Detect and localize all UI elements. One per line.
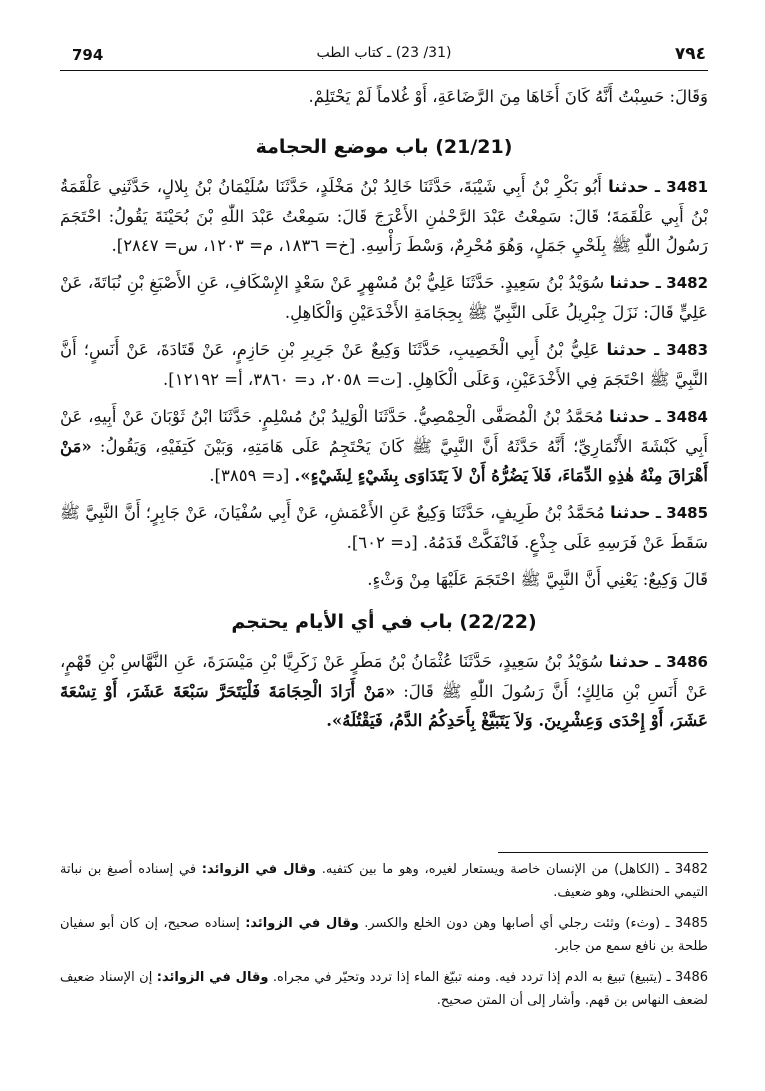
footnote-text: (الكاهل) من الإنسان خاصة ويستعار لغيره، وهو ما بين كتفيه. [321,862,660,877]
hadith-lead: حدثنا [610,503,651,522]
footnote-3486 [60,966,708,1012]
hadith-text: سُوَيْدُ بْنُ سَعِيدٍ، حَدَّثَنَا عُثْمَانُ بْنُ مَطَرٍ عَنْ زَكَرِيَّا بْنِ مَيْسَرَةَ، عَنِ النَّهَّاسِ بْنِ قَهْمٍ، عَنْ أَنَسِ بْنِ مَالِكٍ؛ أَنَّ رَسُولَ اللّٰهِ ﷺ قَالَ: [60,652,708,701]
hadith-3486 [60,647,708,735]
footnote-text: (وثء) وثئت رجلي أي أصابها وهن دون الخلع والكسر. [364,916,661,931]
hadith-3485 [60,498,708,557]
hadith-quote: «مَنْ أَرَادَ الْحِجَامَةَ فَلْيَتَحَرَّ سَبْعَةَ عَشَرَ، أَوْ تِسْعَةَ عَشَرَ، أَوْ إِحْدَى وَعِشْرِينَ. وَلاَ يَتَبَيَّغْ بِأَحَدِكُمُ الدَّمُ، فَيَقْتُلَهُ». [60,682,708,730]
hadith-text: سُوَيْدُ بْنُ سَعِيدٍ. حَدَّثَنَا عَلِيُّ بْنُ مُسْهِرٍ عَنْ سَعْدٍ الإِسْكَافِ، عَنِ الأَصْبَغِ بْنِ نُبَاتَةَ، عَنْ عَلِيٍّ قَالَ: نَزَلَ جِبْرِيلُ عَلَى النَّبِيِّ ﷺ بِحِجَامَةِ الأَخْدَعَيْنِ وَالْكَاهِلِ. [60,273,708,322]
hadith-text: أَبُو بَكْرِ بْنُ أَبِي شَيْبَةَ، حَدَّثَنَا خَالِدُ بْنُ مَخْلَدٍ، حَدَّثَنَا سُلَيْمَانُ بْنُ بِلالٍ، حَدَّثَنِي عَلْقَمَةُ بْنُ أَبِي عَلْقَمَةَ؛ قَالَ: سَمِعْتُ عَبْدَ الرَّحْمٰنِ الأَعْرَجَ قَالَ: سَمِعْتُ عَبْدَ اللّٰهِ بْنَ بُحَيْنَةَ يَقُولُ: احْتَجَمَ رَسُولُ اللّٰهِ ﷺ بِلَحْيِ جَمَلٍ، وَهُوَ مُحْرِمٌ، وَسْطَ رَأْسِهِ. [خ= ١٨٣٦، م= ١٢٠٣، س= ٢٨٤٧]. [60,177,708,255]
hadith-3483 [60,335,708,394]
hadith-3484 [60,402,708,490]
hadith-number: 3482 ـ [655,274,709,292]
hadith-number: 3484 ـ [655,408,708,426]
footnote-label: وقال في الزوائد: [201,862,316,877]
footnote-number: 3485 ـ [665,916,708,931]
page-number-arabic: ٧٩٤ [674,44,706,64]
hadith-text: مُحَمَّدُ بْنُ الْمُصَفَّى الْحِمْصِيُّ. حَدَّثَنَا الْوَلِيدُ بْنُ مُسْلِمٍ. حَدَّثَنَا ابْنُ ثَوْبَانَ عَنْ أَبِيهِ، عَنْ أَبِي كَبْشَةَ الأَنْمَارِيِّ؛ أَنَّهُ حَدَّثَهُ أَنَّ النَّبِيَّ ﷺ كَانَ يَحْتَجِمُ عَلَى هَامَتِهِ، وَبَيْنَ كَتِفَيْهِ، وَيَقُولُ: [60,407,709,456]
footnotes [60,858,708,1020]
hadith-3482 [60,268,708,327]
waki-comment: قَالَ وَكِيعٌ: يَعْنِي أَنَّ النَّبِيَّ ﷺ احْتَجَمَ عَلَيْهَا مِنْ وَثْءٍ. [367,570,708,589]
chapter-heading-22: (22/22) باب في أي الأيام يحتجم [231,611,537,633]
page-number-latin: 794 [72,46,104,64]
footnote-rest: في إسناده أصبغ بن نباتة التيمي الحنظلي، وهو ضعيف. [60,862,708,900]
hadith-lead: حدثنا [608,177,649,196]
footnote-number: 3482 ـ [665,862,708,877]
hadith-reference: [د= ٣٨٥٩]. [209,466,290,485]
running-title: (31/ 23) ـ كتاب الطب [316,45,452,61]
hadith-lead: حدثنا [609,407,650,426]
hadith-quote: «مَنْ أَهْرَاقَ مِنْهُ هٰذِهِ الدِّمَاءَ، فَلاَ يَضُرُّهُ أَنْ لاَ يَتَدَاوَى بِشَيْءٍ لِشَيْءٍ». [60,437,708,485]
page-header [60,40,708,71]
footnote-3485 [60,912,708,958]
footnote-rest: إسناده صحيح، إن كان أبو سفيان طلحة بن نافع سمع من جابر. [60,916,708,954]
hadith-3481 [60,172,708,260]
hadith-number: 3485 ـ [655,504,709,522]
hadith-number: 3486 ـ [655,653,708,671]
hadith-lead: حدثنا [606,340,648,359]
footnote-label: وقال في الزوائد: [156,970,269,985]
chapter-heading-21: (21/21) باب موضع الحجامة [255,136,513,158]
footnote-divider [498,852,708,853]
footnote-rest: إن الإسناد ضعيف لضعف النهاس بن قهم. وأشار إلى أن المتن صحيح. [60,970,708,1008]
footnote-text: (يتبيغ) تبيغ به الدم إذا تردد فيه. ومنه تبيّغ الماء إذا تردد وتحيّر في مجراه. [272,970,663,985]
paragraph-intro: وَقَالَ: حَسِبْتُ أَنَّهُ كَانَ أَخَاهَا مِنَ الرَّضَاعَةِ، أَوْ غُلاماً لَمْ يَحْتَلِمْ. [308,87,708,106]
hadith-number: 3481 ـ [654,178,709,196]
hadith-lead: حدثنا [609,273,651,292]
hadith-text: عَلِيُّ بْنُ أَبِي الْخَصِيبِ، حَدَّثَنَا وَكِيعٌ عَنْ جَرِيرِ بْنِ حَازِمٍ، عَنْ قَتَادَةَ، عَنْ أَنَسٍ؛ أَنَّ النَّبِيَّ ﷺ احْتَجَمَ فِي الأَخْدَعَيْنِ، وَعَلَى الْكَاهِلِ. [ت= ٢٠٥٨، د= ٣٨٦٠، أ= ١٢١٩٢]. [60,340,708,389]
main-text [60,82,708,743]
footnote-3482 [60,858,708,904]
footnote-label: وقال في الزوائد: [245,916,359,931]
hadith-lead: حدثنا [608,652,650,671]
footnote-number: 3486 ـ [666,970,708,985]
hadith-number: 3483 ـ [654,341,709,359]
hadith-text: مُحَمَّدُ بْنُ طَرِيفٍ، حَدَّثَنَا وَكِيعٌ عَنِ الأَعْمَشِ، عَنْ أَبِي سُفْيَانَ، عَنْ جَابِرٍ؛ أَنَّ النَّبِيَّ ﷺ سَقَطَ عَنْ فَرَسِهِ عَلَى جِذْعٍ. فَانْفَكَّتْ قَدَمُهُ. [د= ٦٠٢]. [60,503,708,552]
